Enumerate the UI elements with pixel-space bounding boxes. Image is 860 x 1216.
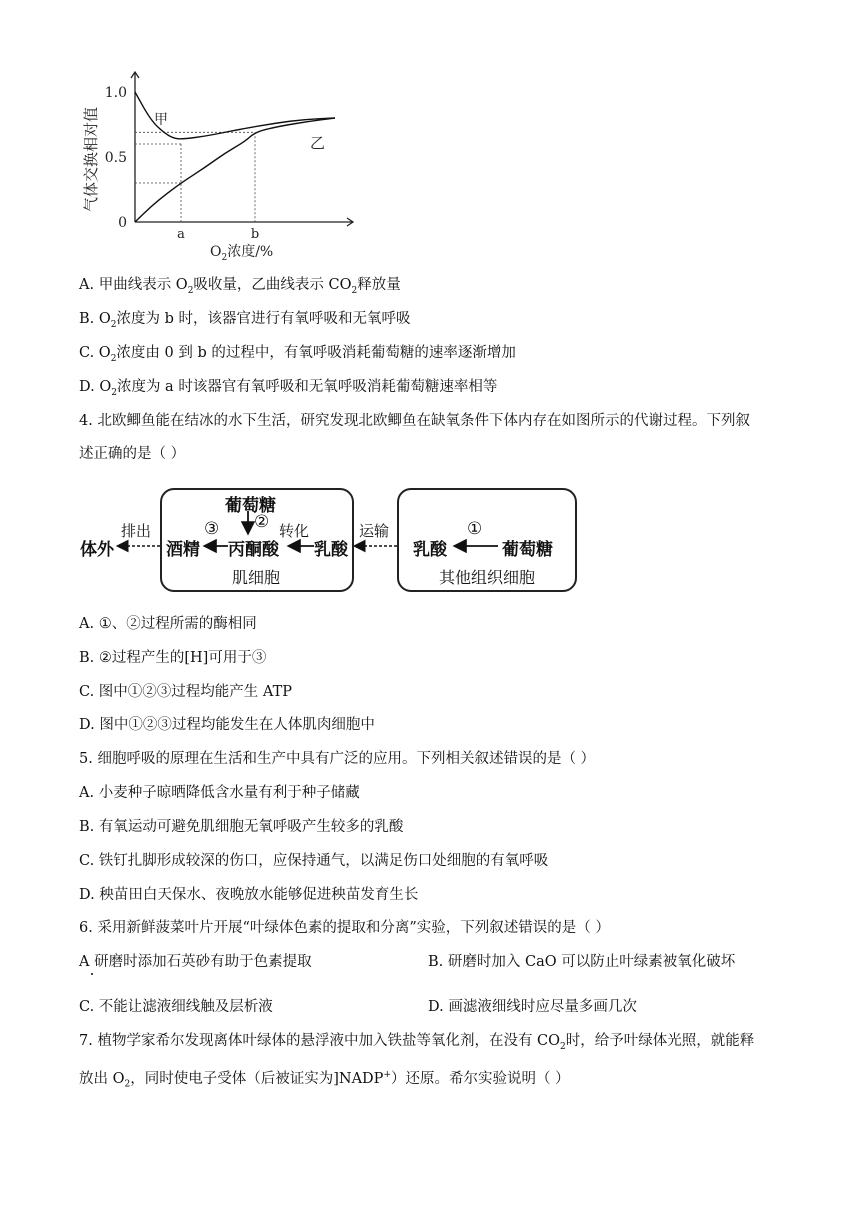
lactate-label: 乳酸: [314, 540, 348, 560]
q3-option-c: C. $O_2$浓度由 0 到 b 的过程中，有氧呼吸消耗葡萄糖的速率逐渐增加: [79, 345, 516, 364]
q6-option-b: B. 研磨时加入 CaO 可以防止叶绿素被氧化破坏: [428, 954, 736, 970]
q7-stem-line2: 放出 $O_2$，同时使电子受体（后被证实为]NADP+）还原。希尔实验说明（ ）: [79, 1070, 570, 1090]
convert-label: 转化: [279, 522, 310, 540]
y-tick-label: 0: [118, 215, 127, 231]
q5-option-c: C. 铁钉扎脚形成较深的伤口，应保持通气，以满足伤口处细胞的有氧呼吸: [79, 853, 549, 869]
glucose2-label: 葡萄糖: [502, 540, 553, 560]
glucose-top-label: 葡萄糖: [225, 496, 276, 516]
muscle-cell-label: 肌细胞: [232, 568, 281, 587]
q6-stem: 6. 采用新鲜菠菜叶片开展“叶绿体色素的提取和分离”实验，下列叙述错误的是（ ）: [79, 920, 610, 936]
q4-stem-line2: 述正确的是（ ）: [79, 446, 186, 462]
x-tick-label: b: [250, 227, 260, 242]
step2-marker: ②: [254, 512, 270, 532]
excrete-label: 排出: [121, 522, 152, 540]
q7-stem-line1: 7. 植物学家希尔发现离体叶绿体的悬浮液中加入铁盐等氧化剂，在没有 $CO_2$时，给予叶绿体光照，就能释: [79, 1033, 755, 1052]
y-tick-label: 0.5: [104, 150, 127, 166]
q4-option-b: B. ②过程产生的[H]可用于③: [79, 650, 267, 666]
q5-option-d: D. 秧苗田白天保水、夜晚放水能够促进秧苗发育生长: [79, 887, 419, 903]
y-tick-label: 1.0: [104, 85, 127, 101]
series-label-jia: 甲: [154, 112, 168, 128]
other-cells-label: 其他组织细胞: [439, 568, 536, 587]
x-tick-label: a: [177, 227, 185, 242]
q4-stem-line1: 4. 北欧鲫鱼能在结冰的水下生活，研究发现北欧鲫鱼在缺氧条件下体内存在如图所示的代谢过程。下列叙: [79, 413, 750, 429]
pyruvate-label: 丙酮酸: [228, 540, 279, 560]
x-axis-label: $O_2$浓度/%: [210, 244, 274, 263]
transport-label: 运输: [359, 522, 390, 540]
step1-marker: ①: [467, 519, 483, 539]
q6-option-d: D. 画滤液细线时应尽量多画几次: [428, 999, 637, 1015]
q6-option-c: C. 不能让滤液细线触及层析液: [79, 999, 273, 1015]
q5-option-b: B. 有氧运动可避免肌细胞无氧呼吸产生较多的乳酸: [79, 819, 404, 835]
step3-marker: ③: [204, 519, 220, 539]
q4-option-a: A. ①、②过程所需的酶相同: [79, 616, 257, 632]
lactate2-label: 乳酸: [413, 540, 447, 560]
q5-stem: 5. 细胞呼吸的原理在生活和生产中具有广泛的应用。下列相关叙述错误的是（ ）: [79, 751, 596, 767]
series-label-yi: 乙: [310, 134, 326, 152]
q4-option-c: C. 图中①②③过程均能产生 ATP: [79, 684, 293, 700]
body-outside-label: 体外: [80, 540, 114, 560]
q3-option-b: B. $O_2$浓度为 b 时，该器官进行有氧呼吸和无氧呼吸: [79, 311, 411, 330]
y-axis-label: 气体交换相对值: [82, 106, 100, 212]
q4-option-d: D. 图中①②③过程均能发生在人体肌肉细胞中: [79, 717, 375, 733]
option-a-dot: [91, 973, 93, 975]
q6-option-a: A 研磨时添加石英砂有助于色素提取: [79, 954, 312, 970]
q3-option-d: D. $O_2$浓度为 a 时该器官有氧呼吸和无氧呼吸消耗葡萄糖速率相等: [79, 379, 498, 398]
q5-option-a: A. 小麦种子晾晒降低含水量有利于种子储藏: [79, 785, 360, 801]
q3-option-a: A. 甲曲线表示 $O_2$吸收量，乙曲线表示 $CO_2$释放量: [79, 277, 401, 296]
ethanol-label: 酒精: [166, 540, 200, 560]
